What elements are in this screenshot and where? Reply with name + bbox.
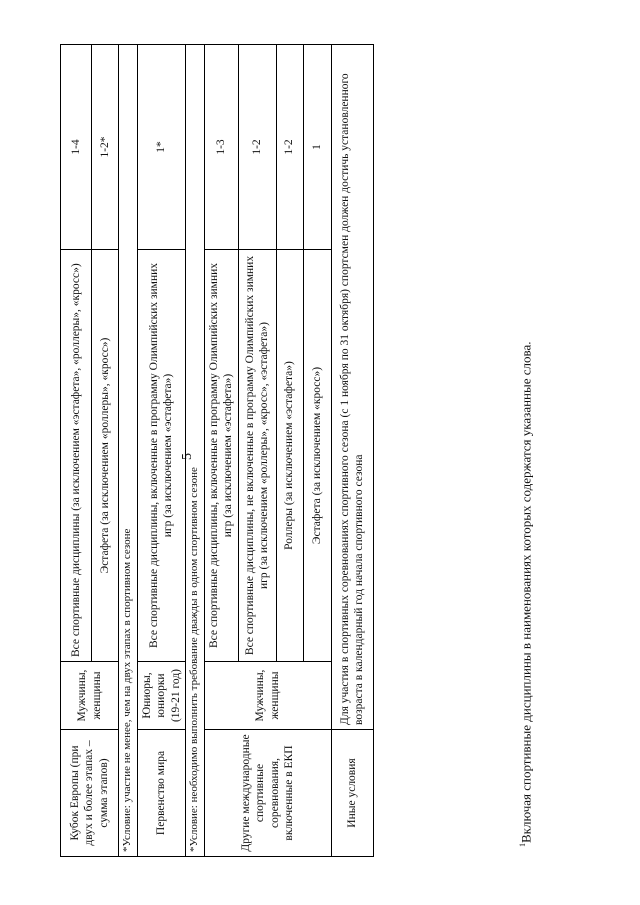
place-cell: 1-2 bbox=[276, 45, 303, 250]
discipline-cell: Все спортивные дисциплины, включенные в программу Олимпийских зимних игр (за исключением «эстафета») bbox=[204, 250, 238, 662]
other-conditions-label: Иные условия bbox=[331, 730, 373, 857]
discipline-cell: Роллеры (за исключением «эстафета») bbox=[276, 250, 303, 662]
table-row bbox=[185, 45, 204, 857]
footnote-marker: 1 bbox=[518, 843, 527, 847]
condition-cell: *Условие: участие не менее, чем на двух этапах в спортивном сезоне bbox=[119, 45, 138, 857]
competition-cell: Другие международные спортивные соревнования, включенные в ЕКП bbox=[204, 730, 331, 857]
place-cell: 1-2* bbox=[92, 45, 119, 250]
table-row bbox=[331, 45, 373, 857]
group-cell: Мужчины, женщины bbox=[61, 662, 119, 730]
discipline-cell: Все спортивные дисциплины, включенные в программу Олимпийских зимних игр (за исключением «эстафета») bbox=[137, 250, 185, 662]
table-row bbox=[137, 45, 185, 857]
place-cell: 1* bbox=[137, 45, 185, 250]
discipline-cell: Эстафета (за исключением «роллеры», «кросс») bbox=[92, 250, 119, 662]
table-row bbox=[61, 45, 92, 857]
table-row bbox=[204, 45, 238, 857]
discipline-cell: Эстафета (за исключением «кросс») bbox=[303, 250, 331, 662]
discipline-cell: Все спортивные дисциплины (за исключением «эстафета», «роллеры», «кросс») bbox=[61, 250, 92, 662]
other-conditions-text: Для участия в спортивных соревнованиях спортивного сезона (с 1 ноября по 31 октября) спортсмен должен достичь установленного возраста в календарный год начала спортивного сезона bbox=[331, 45, 373, 730]
group-cell: Юниоры, юниорки (19-21 год) bbox=[137, 662, 185, 730]
footnote bbox=[518, 342, 534, 848]
condition-cell: *Условие: необходимо выполнить требование дважды в одном спортивном сезоне bbox=[185, 45, 204, 857]
place-cell: 1 bbox=[303, 45, 331, 250]
competition-cell: Первенство мира bbox=[137, 730, 185, 857]
qualification-table bbox=[60, 44, 374, 857]
footnote-text: Включая спортивные дисциплины в наименованиях которых содержатся указанные слова. bbox=[518, 341, 534, 843]
place-cell: 1-2 bbox=[238, 45, 276, 250]
place-cell: 1-4 bbox=[61, 45, 92, 250]
group-cell: Мужчины, женщины bbox=[204, 662, 331, 730]
competition-cell: Кубок Европы (при двух и более этапах – сумма этапов) bbox=[61, 730, 119, 857]
discipline-cell: Все спортивные дисциплины, не включенные в программу Олимпийских зимних игр (за исключением «роллеры», «кросс», «эстафета») bbox=[238, 250, 276, 662]
place-cell: 1-3 bbox=[204, 45, 238, 250]
page-number: 5 bbox=[180, 453, 195, 460]
table-row bbox=[119, 45, 138, 857]
